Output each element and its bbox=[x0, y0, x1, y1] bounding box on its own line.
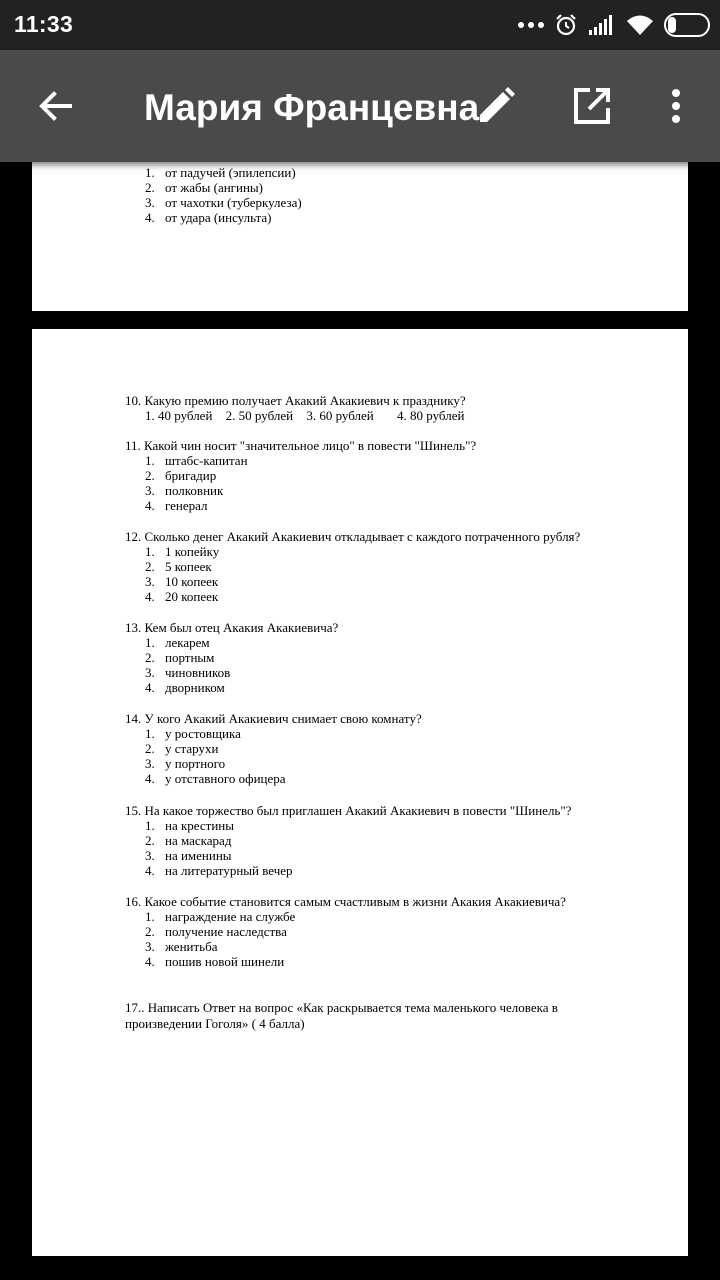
list-item: 3. у портного bbox=[145, 756, 226, 771]
more-vert-icon[interactable] bbox=[654, 84, 698, 128]
list-item: 4. пошив новой шинели bbox=[145, 954, 285, 969]
list-item: 1. лекарем bbox=[145, 635, 210, 650]
list-item: 3. полковник bbox=[145, 483, 224, 498]
list-item: 4. 20 копеек bbox=[145, 589, 219, 604]
option: 2. 50 рублей bbox=[225, 408, 294, 423]
document-title: Мария Францевна bbox=[144, 87, 480, 128]
question-17: 17.. Написать Ответ на вопрос «Как раскрывается тема маленького человека в произведении Гоголя» ( 4 балла) bbox=[125, 1000, 558, 1031]
option: 3. 60 рублей bbox=[306, 408, 374, 423]
question-11 bbox=[125, 438, 476, 513]
pencil-icon[interactable] bbox=[474, 84, 518, 128]
question-9-options bbox=[125, 165, 302, 225]
option: 4. 80 рублей bbox=[397, 408, 465, 423]
open-external-icon[interactable] bbox=[570, 84, 614, 128]
question-10 bbox=[125, 393, 474, 423]
question-title: 12. Сколько денег Акакий Акакиевич откладывает с каждого потраченного рубля? bbox=[125, 529, 581, 544]
question-options-inline bbox=[125, 408, 474, 423]
question-title: 13. Кем был отец Акакия Акакиевича? bbox=[125, 620, 339, 635]
list-item: 4. дворником bbox=[145, 680, 225, 695]
battery-icon bbox=[664, 13, 710, 37]
question-title: 14. У кого Акакий Акакиевич снимает свою комнату? bbox=[125, 711, 422, 726]
list-item: 4. генерал bbox=[145, 498, 208, 513]
question-14 bbox=[125, 711, 422, 786]
list-item: 4. на литературный вечер bbox=[145, 863, 293, 878]
status-time: 11:33 bbox=[14, 11, 74, 37]
app-toolbar bbox=[0, 50, 720, 162]
question-13 bbox=[125, 620, 338, 695]
question-15 bbox=[125, 803, 571, 878]
list-item: 2. у старухи bbox=[145, 741, 219, 756]
list-item: 3. чиновников bbox=[145, 665, 231, 680]
question-title: 10. Какую премию получает Акакий Акакиевич к празднику? bbox=[125, 393, 466, 408]
option: 1. 40 рублей bbox=[145, 408, 213, 423]
list-item: 4. от удара (инсульта) bbox=[145, 210, 272, 225]
list-item: 1. штабс-капитан bbox=[145, 453, 248, 468]
list-item: 2. портным bbox=[145, 650, 215, 665]
question-title: 15. На какое торжество был приглашен Акакий Акакиевич в повести "Шинель"? bbox=[125, 803, 572, 818]
list-item: 1. на крестины bbox=[145, 818, 234, 833]
list-item: 4. у отставного офицера bbox=[145, 771, 286, 786]
signal-icon bbox=[588, 13, 616, 37]
question-title: 16. Какое событие становится самым счастливым в жизни Акакия Акакиевича? bbox=[125, 894, 566, 909]
alarm-icon bbox=[554, 13, 578, 37]
list-item: 1. 1 копейку bbox=[145, 544, 220, 559]
list-item: 3. 10 копеек bbox=[145, 574, 219, 589]
document-page-1 bbox=[32, 150, 688, 311]
list-item: 2. на маскарад bbox=[145, 833, 232, 848]
wifi-icon bbox=[626, 13, 654, 37]
document-page-2 bbox=[32, 329, 688, 1256]
list-item: 2. 5 копеек bbox=[145, 559, 212, 574]
list-item: 1. от падучей (эпилепсии) bbox=[145, 165, 296, 180]
list-item: 1. награждение на службе bbox=[145, 909, 296, 924]
list-item: 3. женитьба bbox=[145, 939, 218, 954]
list-item: 3. на именины bbox=[145, 848, 232, 863]
list-item: 2. от жабы (ангины) bbox=[145, 180, 263, 195]
more-dots-icon bbox=[518, 22, 544, 28]
list-item: 2. получение наследства bbox=[145, 924, 287, 939]
question-12 bbox=[125, 529, 580, 604]
question-title: 11. Какой чин носит "значительное лицо" в повести "Шинель"? bbox=[125, 438, 477, 453]
question-16 bbox=[125, 894, 566, 969]
back-arrow-icon[interactable] bbox=[34, 84, 78, 128]
status-icons bbox=[518, 10, 710, 40]
status-bar bbox=[0, 0, 720, 50]
list-item: 3. от чахотки (туберкулеза) bbox=[145, 195, 302, 210]
list-item: 2. бригадир bbox=[145, 468, 217, 483]
list-item: 1. у ростовщика bbox=[145, 726, 241, 741]
battery-level: 22 bbox=[678, 16, 696, 33]
